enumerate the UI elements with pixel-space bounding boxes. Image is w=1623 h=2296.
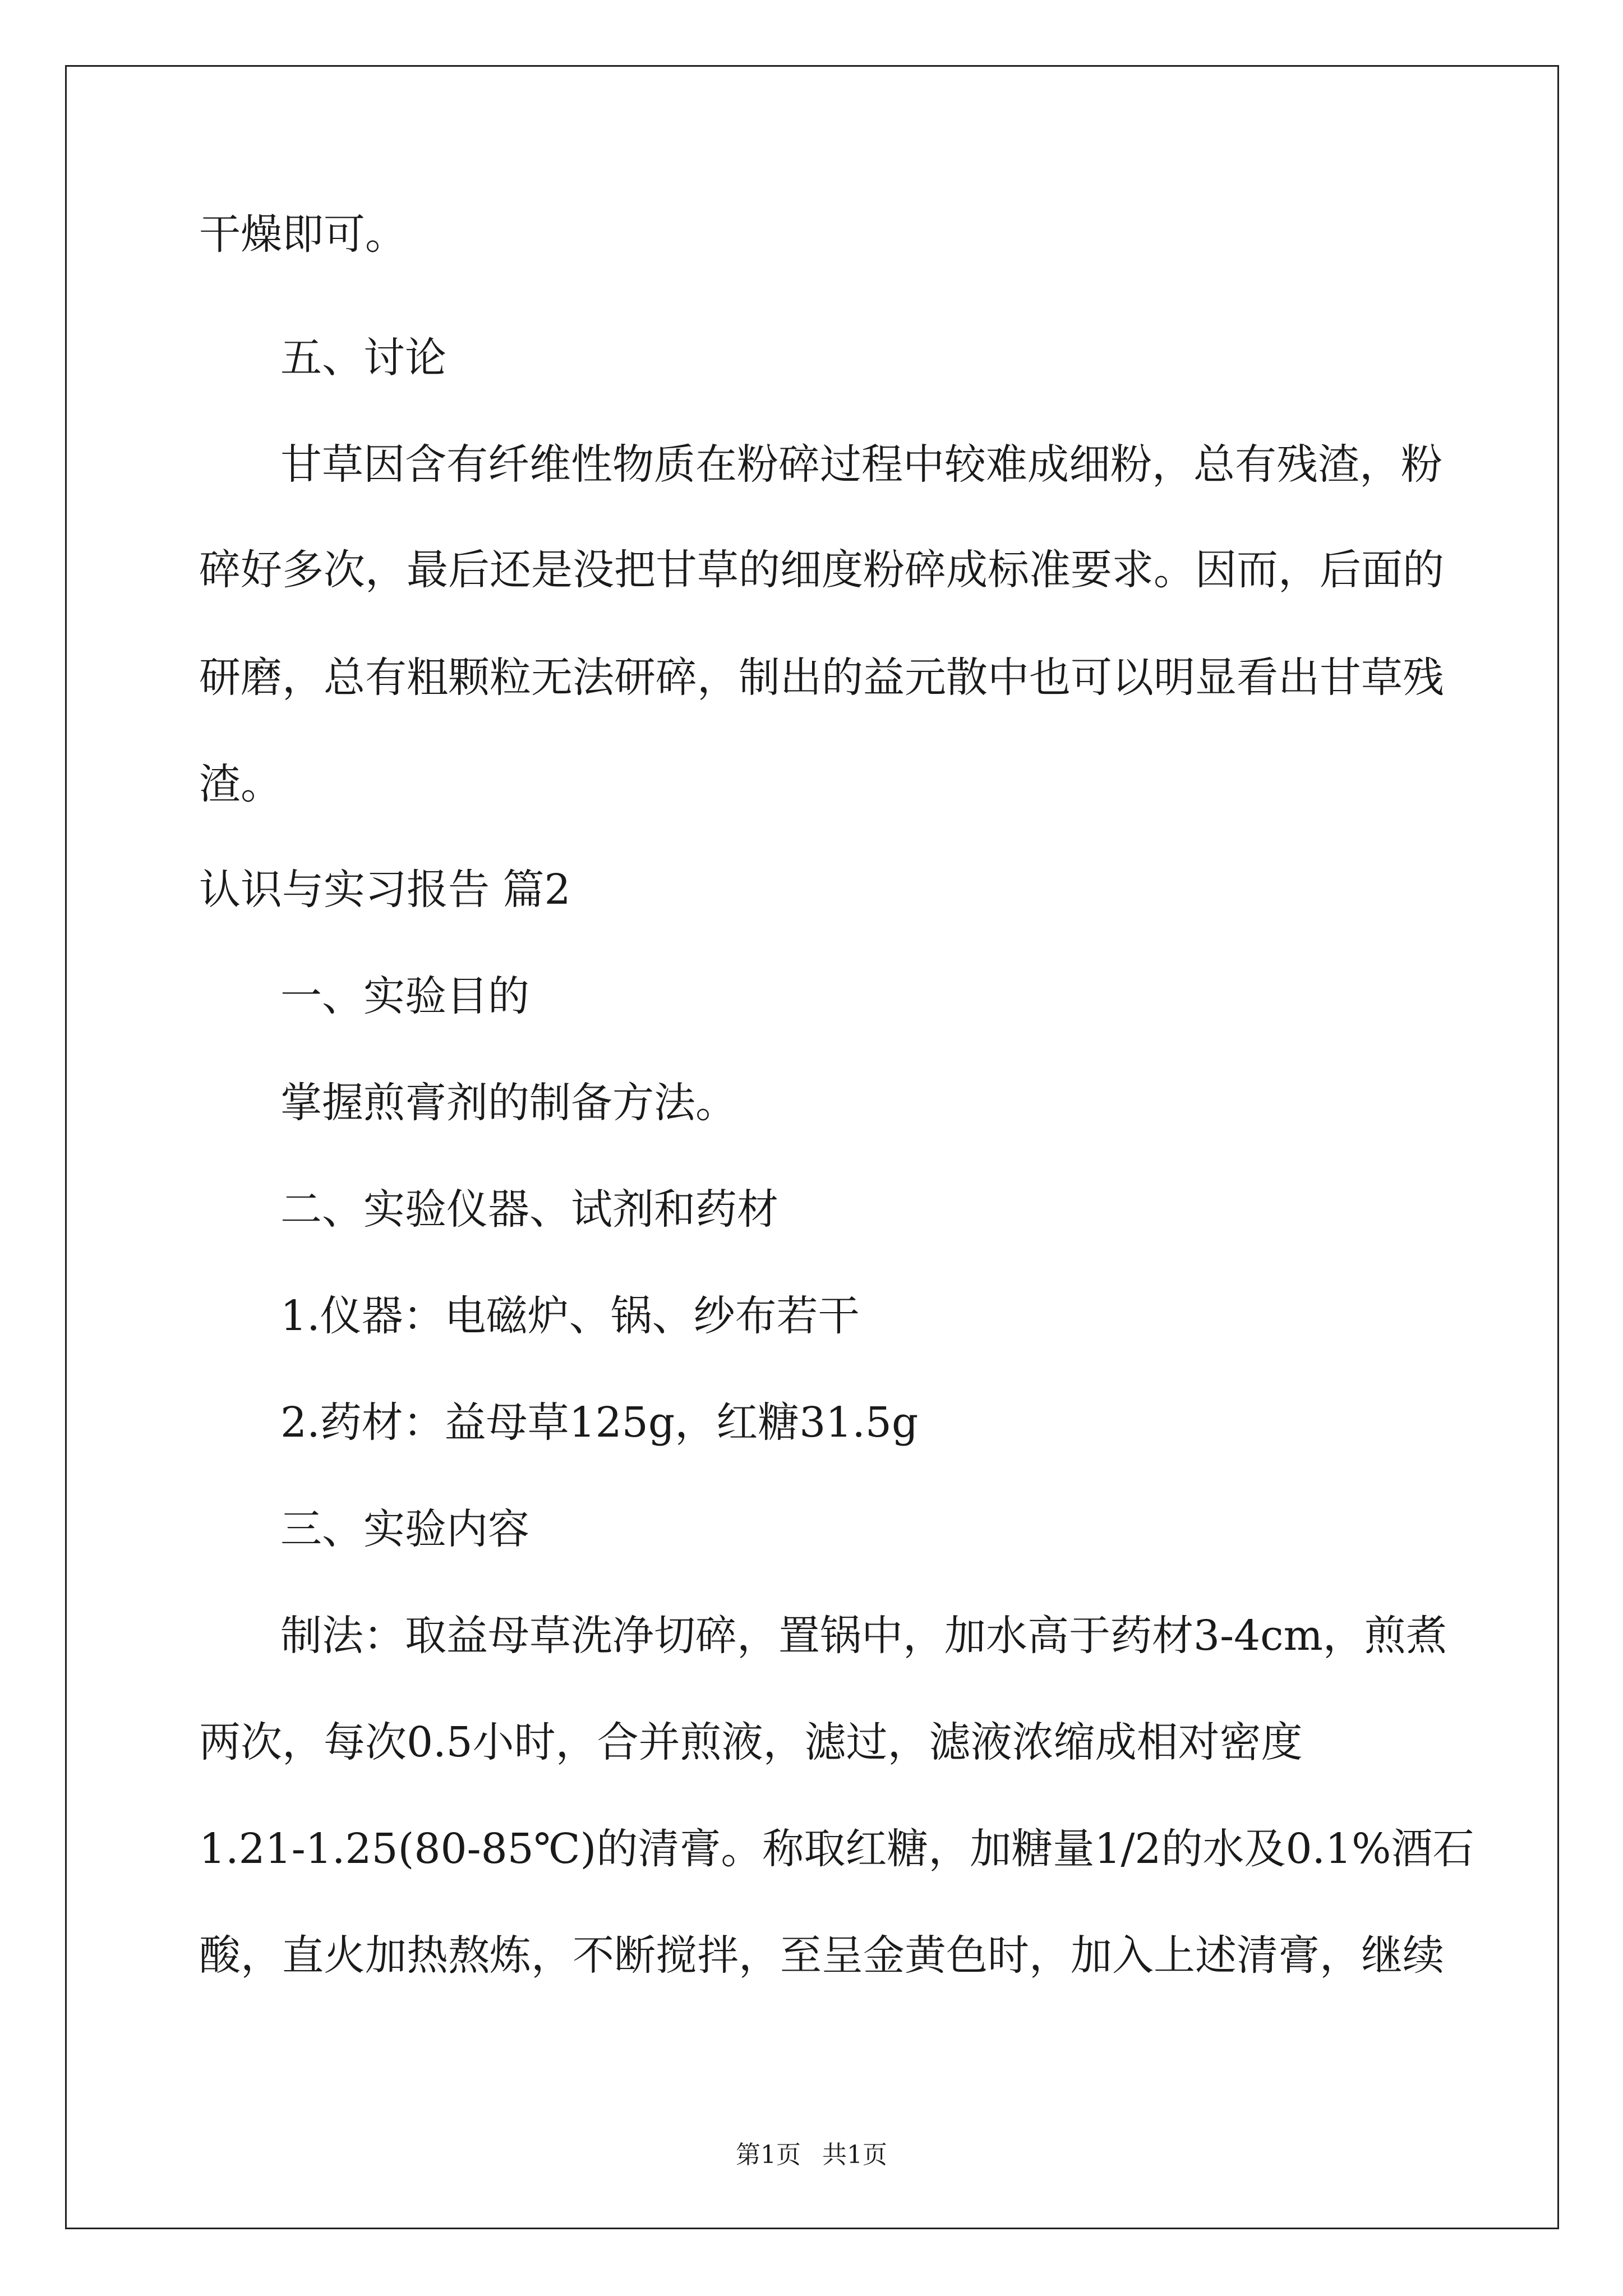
section-heading-purpose: 一、实验目的 [280,972,529,1020]
line-12: 2.药材：益母草125g，红糖31.5g [280,1398,919,1447]
section-heading-content: 三、实验内容 [280,1505,529,1553]
section-heading-discussion: 五、讨论 [280,334,446,382]
report-title: 认识与实习报告 篇2 [199,866,571,914]
line-5: 研磨，总有粗颗粒无法研碎，制出的益元散中也可以明显看出甘草残 [199,654,1444,702]
line-17: 酸，直火加热熬炼，不断搅拌，至呈金黄色时，加入上述清膏，继续 [199,1931,1444,1980]
line-15: 两次，每次0.5小时，合并煎液，滤过，滤液浓缩成相对密度 [199,1718,1303,1766]
line-6: 渣。 [199,760,282,808]
page-border [65,65,1559,2229]
line-3: 甘草因含有纤维性物质在粉碎过程中较难成细粉，总有残渣，粉 [280,440,1442,489]
line-4: 碎好多次，最后还是没把甘草的细度粉碎成标准要求。因而，后面的 [199,546,1444,594]
line-9: 掌握煎膏剂的制备方法。 [280,1079,737,1127]
section-heading-materials: 二、实验仪器、试剂和药材 [280,1185,778,1234]
line-11: 1.仪器：电磁炉、锅、纱布若干 [280,1292,860,1340]
line-14: 制法：取益母草洗净切碎，置锅中，加水高于药材3-4cm，煎煮 [280,1612,1447,1660]
line-16: 1.21-1.25(80-85℃)的清膏。称取红糖，加糖量1/2的水及0.1%酒石 [199,1825,1474,1873]
page-total: 共1页 [822,2141,887,2169]
page-number: 第1页 [736,2141,801,2169]
page-footer [0,2134,1623,2170]
line-1: 干燥即可。 [199,210,407,259]
